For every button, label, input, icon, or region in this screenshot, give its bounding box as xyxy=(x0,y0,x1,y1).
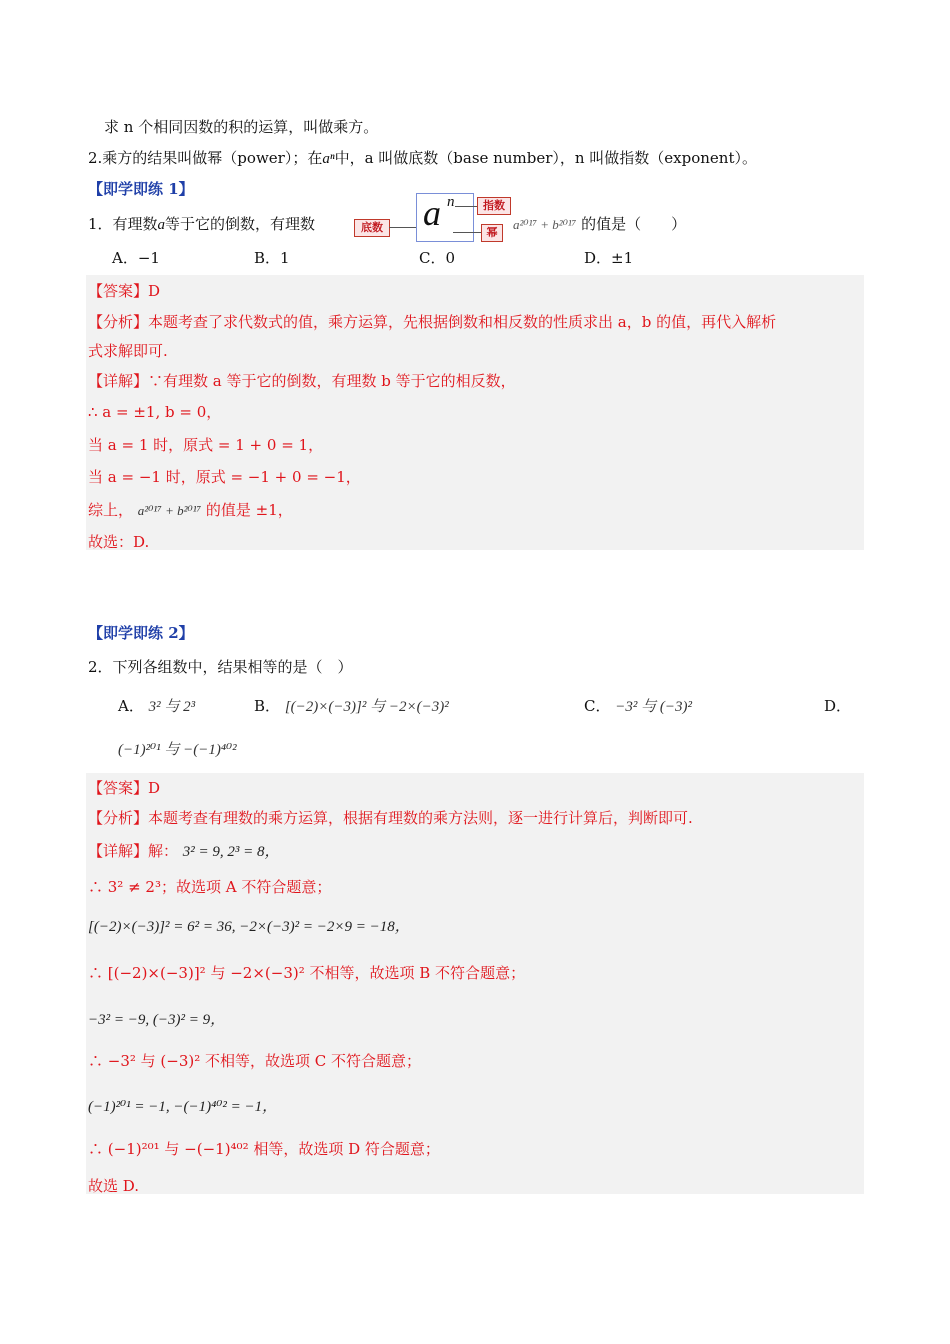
ex1-question-pre: 1．有理数 xyxy=(88,215,158,233)
intro-line-2-post: 中，a 叫做底数（base number），n 叫做指数（exponent）。 xyxy=(334,149,757,167)
ex1-question-mid: 等于它的倒数，有理数 xyxy=(165,215,316,233)
ex2-option-a xyxy=(118,695,195,716)
ex2-detail-pre: 【详解】解： xyxy=(88,842,179,860)
ex1-question-tail xyxy=(513,213,686,234)
ex2-step-7 xyxy=(88,1138,440,1159)
ex1-step-4-expr: a²⁰¹⁷ + b²⁰¹⁷ xyxy=(137,503,202,518)
ex1-step-4-pre: 综上， xyxy=(88,501,134,519)
diagram-exp-label: 指数 xyxy=(477,197,511,215)
ex1-question-a: a xyxy=(157,217,166,233)
ex1-option-c: C．0 xyxy=(419,249,456,267)
diagram-power-symbol xyxy=(416,193,474,242)
ex2-option-c-expr: −3² 与 (−3)² xyxy=(615,699,692,715)
ex1-step-3: 当 a = −1 时，原式 = −1 + 0 = −1， xyxy=(88,468,361,486)
ex2-step-7-expr: ∴ (−1)²⁰¹ 与 −(−1)⁴⁰² xyxy=(88,1140,249,1158)
ex1-answer: 【答案】D xyxy=(88,282,161,300)
ex2-option-d-expr: (−1)²⁰¹ 与 −(−1)⁴⁰² xyxy=(118,742,237,758)
intro-line-2-pre: 2.乘方的结果叫做幂（power）；在 xyxy=(88,149,323,167)
ex2-option-c-label: C． xyxy=(584,697,611,715)
ex1-option-d: D．±1 xyxy=(584,249,634,267)
ex1-step-1: ∴ a = ±1, b = 0， xyxy=(88,403,222,421)
ex2-option-b-expr: [(−2)×(−3)]² 与 −2×(−3)² xyxy=(284,699,449,715)
ex1-analysis-1: 【分析】本题考查了求代数式的值，乘方运算，先根据倒数和相反数的性质求出 a，b 的值，再代入解析 xyxy=(88,313,777,331)
ex2-step-1-text: ；故选项 A 不符合题意； xyxy=(161,878,332,896)
diagram-base-label: 底数 xyxy=(354,219,390,237)
ex2-step-5-text: 不相等，故选项 C 不符合题意； xyxy=(200,1052,422,1070)
ex2-step-3-expr: ∴ [(−2)×(−3)]² 与 −2×(−3)² xyxy=(88,964,305,982)
ex2-option-c xyxy=(584,695,692,716)
ex2-answer: 【答案】D xyxy=(88,779,161,797)
ex2-option-b-label: B． xyxy=(254,697,281,715)
ex1-question xyxy=(88,213,315,234)
diagram-arrow-base xyxy=(389,227,416,228)
diagram-symbol: a xyxy=(423,193,441,233)
ex2-step-6: (−1)²⁰¹ = −1, −(−1)⁴⁰² = −1， xyxy=(88,1099,278,1115)
ex1-option-b: B．1 xyxy=(254,249,290,267)
ex2-option-a-label: A． xyxy=(118,697,144,715)
ex1-heading: 【即学即练 1】 xyxy=(88,180,194,198)
intro-line-2 xyxy=(88,147,757,168)
ex1-option-a: A．−1 xyxy=(112,249,160,267)
diagram-sup: n xyxy=(447,194,455,210)
ex2-solution-panel xyxy=(86,773,864,1194)
diagram-power-label: 幂 xyxy=(481,224,503,242)
ex2-option-a-expr: 3² 与 2³ xyxy=(148,699,196,715)
diagram-arrow-exp xyxy=(455,206,477,207)
ex2-step-5-expr: ∴ −3² 与 (−3)² xyxy=(88,1052,201,1070)
ex2-option-b xyxy=(254,695,449,716)
ex2-detail xyxy=(88,840,280,861)
ex2-step-3 xyxy=(88,962,525,983)
ex2-detail-expr: 3² = 9, 2³ = 8， xyxy=(182,844,280,860)
ex1-step-2: 当 a = 1 时，原式 = 1 + 0 = 1， xyxy=(88,436,324,454)
ex2-heading: 【即学即练 2】 xyxy=(88,624,194,642)
ex2-option-d-label: D． xyxy=(824,697,852,715)
ex2-conclude: 故选 D. xyxy=(88,1177,140,1195)
ex1-step-4-post: 的值是 ±1， xyxy=(205,501,293,519)
ex1-step-4 xyxy=(88,499,293,520)
intro-line-2-math: aⁿ xyxy=(322,151,335,167)
ex2-step-3-text: 不相等，故选项 B 不符合题意； xyxy=(304,964,526,982)
intro-line-1: 求 n 个相同因数的积的运算，叫做乘方。 xyxy=(104,118,379,136)
ex1-analysis-2: 式求解即可. xyxy=(88,342,168,360)
ex2-step-7-text: 相等，故选项 D 符合题意； xyxy=(248,1140,440,1158)
ex2-step-2: [(−2)×(−3)]² = 6² = 36, −2×(−3)² = −2×9 = −18， xyxy=(88,919,410,935)
ex2-step-1 xyxy=(88,876,331,897)
ex2-analysis: 【分析】本题考查有理数的乘方运算，根据有理数的乘方法则，逐一进行计算后，判断即可. xyxy=(88,809,693,827)
ex1-question-expr: a²⁰¹⁷ + b²⁰¹⁷ xyxy=(513,217,577,232)
ex1-detail: 【详解】∵有理数 a 等于它的倒数，有理数 b 等于它的相反数， xyxy=(88,372,516,390)
ex2-step-5 xyxy=(88,1050,421,1071)
ex1-conclude: 故选：D. xyxy=(88,533,150,551)
ex2-step-1-expr: ∴ 3² ≠ 2³ xyxy=(88,878,161,896)
diagram-arrow-power xyxy=(453,232,481,233)
ex2-question: 2．下列各组数中，结果相等的是（ ） xyxy=(88,658,353,676)
ex1-question-post: 的值是（ ） xyxy=(581,215,687,233)
ex2-step-4: −3² = −9, (−3)² = 9， xyxy=(88,1012,226,1028)
